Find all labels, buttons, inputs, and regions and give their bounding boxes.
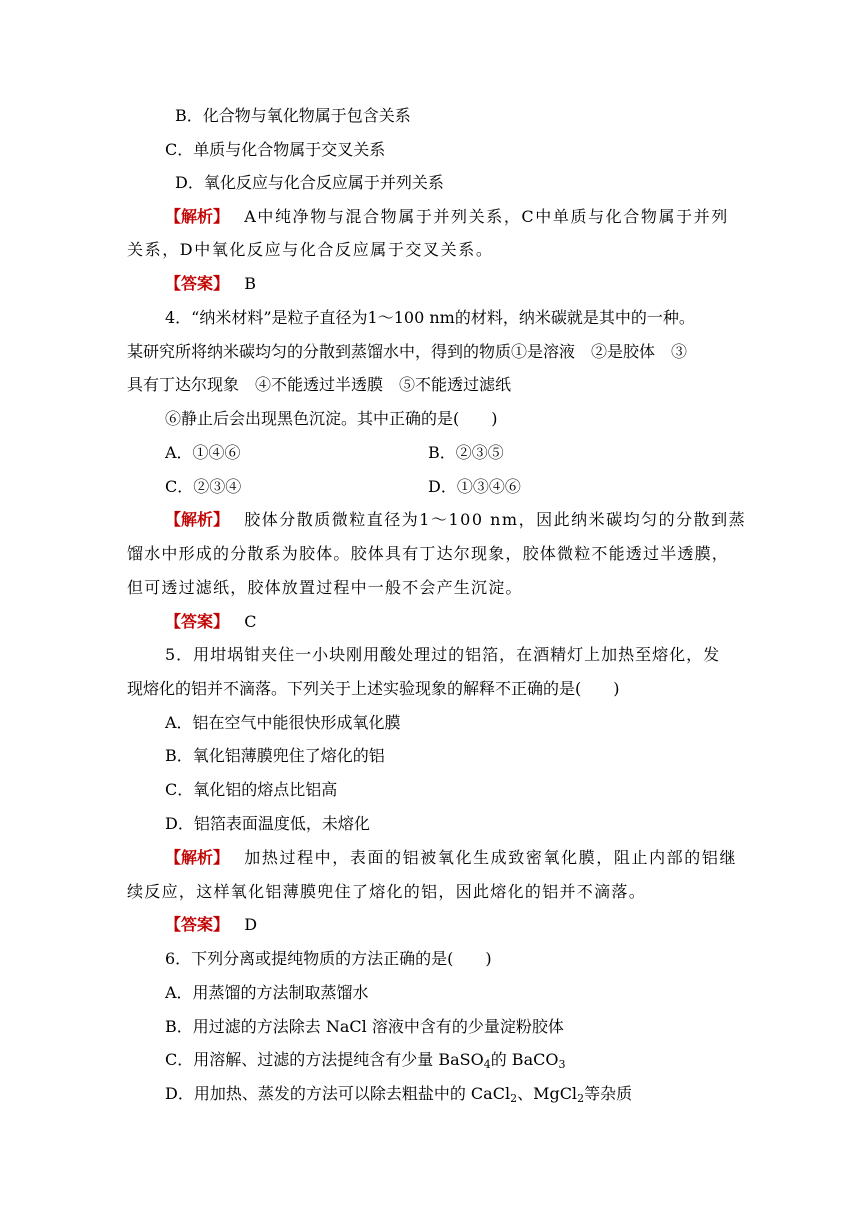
- q4-analysis-line-2: 馏水中形成的分散系为胶体。胶体具有丁达尔现象，胶体微粒不能透过半透膜，: [127, 544, 730, 563]
- q4-option-b: B．②③⑤: [428, 443, 504, 462]
- q5-analysis-line-2: 续反应，这样氧化铝薄膜兜住了熔化的铝，因此熔化的铝并不滴落。: [127, 882, 647, 901]
- analysis-text: 加热过程中，表面的铝被氧化生成致密氧化膜，阻止内部的铝继: [244, 848, 738, 867]
- q6-option-d: D．用加热、蒸发的方法可以除去粗盐中的 CaCl$_2$、MgCl$_2$等杂质: [165, 1084, 633, 1105]
- q6-option-b: B．用过滤的方法除去 NaCl 溶液中含有的少量淀粉胶体: [165, 1017, 564, 1036]
- answer-tag: 【答案】: [165, 915, 230, 934]
- q5-option-c: C．氧化铝的熔点比铝高: [165, 780, 338, 799]
- analysis-tag: 【解析】: [165, 848, 230, 867]
- answer-value: C: [244, 612, 257, 631]
- q5-analysis-line-1: [165, 847, 737, 869]
- q4-option-d: D．①③④⑥: [428, 477, 521, 496]
- analysis-text: 胶体分散质微粒直径为1～100 nm，因此纳米碳均匀的分散到蒸: [244, 510, 747, 529]
- q6-option-c: C．用溶解、过滤的方法提纯含有少量 BaSO$_4$的 BaCO$_3$: [165, 1050, 566, 1071]
- answer-tag: 【答案】: [165, 612, 230, 631]
- answer-value: B: [244, 274, 257, 293]
- analysis-text: A中纯净物与混合物属于并列关系，C中单质与化合物属于并列: [244, 207, 729, 226]
- q4-stem-line-1: 4．“纳米材料”是粒子直径为1～100 nm的材料，纳米碳就是其中的一种。: [165, 308, 695, 327]
- q4-analysis-line-1: [165, 509, 746, 531]
- answer-value: D: [244, 915, 258, 934]
- q3-option-d: D．氧化反应与化合反应属于并列关系: [175, 173, 444, 192]
- q4-stem-line-2: 某研究所将纳米碳均匀的分散到蒸馏水中，得到的物质①是溶液 ②是胶体 ③: [127, 342, 688, 361]
- q3-option-b: B．化合物与氧化物属于包含关系: [175, 106, 411, 125]
- analysis-tag: 【解析】: [165, 207, 230, 226]
- q5-answer: [165, 914, 257, 936]
- q4-stem-line-3: 具有丁达尔现象 ④不能透过半透膜 ⑤不能透过滤纸: [127, 375, 512, 394]
- q3-analysis-line-1: [165, 206, 729, 228]
- q6-stem: 6．下列分离或提纯物质的方法正确的是( ): [165, 949, 492, 968]
- q5-option-b: B．氧化铝薄膜兜住了熔化的铝: [165, 746, 385, 765]
- q4-answer: [165, 611, 257, 633]
- q5-stem-line-2: 现熔化的铝并不滴落。下列关于上述实验现象的解释不正确的是( ): [127, 679, 620, 698]
- q3-analysis-line-2: 关系，D中氧化反应与化合反应属于交叉关系。: [127, 240, 494, 259]
- q4-option-a: A．①④⑥: [165, 443, 241, 462]
- q5-stem-line-1: 5．用坩埚钳夹住一小块刚用酸处理过的铝箔，在酒精灯上加热至熔化，发: [165, 645, 721, 664]
- answer-tag: 【答案】: [165, 274, 230, 293]
- q6-option-a: A．用蒸馏的方法制取蒸馏水: [165, 983, 369, 1002]
- q3-answer: [165, 273, 256, 295]
- q4-option-c: C．②③④: [165, 477, 242, 496]
- q3-option-c: C．单质与化合物属于交叉关系: [165, 140, 386, 159]
- analysis-tag: 【解析】: [165, 510, 230, 529]
- q5-option-a: A．铝在空气中能很快形成氧化膜: [165, 713, 401, 732]
- q4-analysis-line-3: 但可透过滤纸，胶体放置过程中一般不会产生沉淀。: [127, 578, 523, 597]
- q4-stem-line-4: ⑥静止后会出现黑色沉淀。其中正确的是( ): [165, 409, 498, 428]
- q5-option-d: D．铝箔表面温度低，未熔化: [165, 814, 370, 833]
